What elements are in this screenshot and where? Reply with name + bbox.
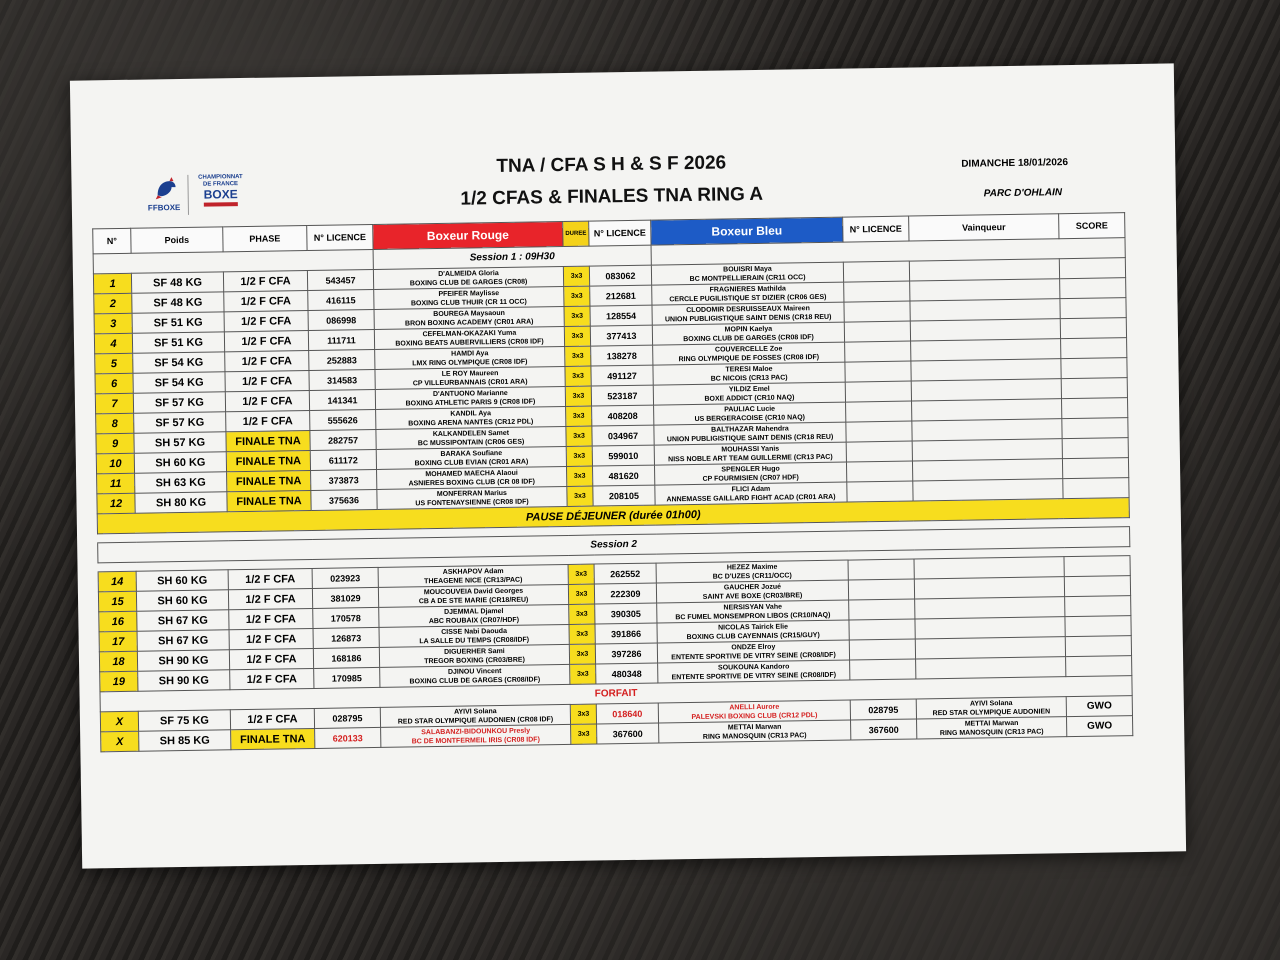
col-phase: PHASE — [223, 226, 307, 252]
weight-class: SH 57 KG — [134, 432, 226, 453]
event-venue: PARC D'OHLAIN — [983, 187, 1063, 200]
boxer-club: ABC ROUBAIX (CR07/HDF) — [428, 616, 520, 625]
page-subtitle: 1/2 CFAS & FINALES TNA RING A — [460, 183, 764, 210]
boxer-club: BOXE ADDICT (CR10 NAQ) — [704, 393, 795, 403]
score — [1060, 298, 1126, 319]
licence-bleu: 523187 — [591, 385, 653, 406]
boxer-name: BARAKA Soufiane — [440, 449, 503, 458]
boxer-club: CERCLE PUGILISTIQUE ST DIZIER (CR06 GES) — [669, 293, 827, 303]
bout-number: 2 — [94, 293, 132, 314]
boxer-club: TREGOR BOXING (CR03/BRE) — [424, 656, 525, 665]
boxer-club: US FONTENAYSIENNE (CR08 IDF) — [415, 498, 529, 507]
bout-duration: 3x3 — [565, 346, 591, 366]
licence-vainqueur — [846, 401, 912, 422]
boxer-club: ENTENTE SPORTIVE DE VITRY SEINE (CR08/IDF) — [671, 651, 836, 661]
boxer-name: PAULIAC Lucie — [724, 405, 776, 413]
licence-rouge: 126873 — [313, 627, 379, 648]
weight-class: SF 57 KG — [134, 412, 226, 433]
boxer-club: RED STAR OLYMPIQUE AUDONIEN — [932, 707, 1051, 717]
paper-sheet — [70, 63, 1186, 868]
vainqueur — [910, 319, 1060, 341]
vainqueur — [914, 557, 1064, 579]
vainqueur — [911, 379, 1061, 401]
score — [1062, 438, 1128, 459]
score — [1066, 656, 1132, 677]
session-2-label: Session 2 — [98, 527, 1130, 563]
bout-number: 17 — [99, 631, 137, 652]
event-date: DIMANCHE 18/01/2026 — [961, 157, 1069, 170]
bout-number: 5 — [95, 353, 133, 374]
bout-number: 8 — [96, 413, 134, 434]
bout-duration: 3x3 — [565, 366, 591, 386]
boxeur-rouge — [381, 724, 571, 747]
licence-rouge: 611172 — [310, 449, 376, 470]
licence-bleu: 018640 — [596, 703, 658, 724]
col-vainqueur: Vainqueur — [909, 214, 1059, 241]
licence-rouge: 252883 — [309, 349, 375, 370]
boxer-club: NISS NOBLE ART TEAM GUILLERME (CR13 PAC) — [668, 453, 833, 463]
licence-vainqueur — [846, 441, 912, 462]
bout-phase: FINALE TNA — [226, 450, 310, 471]
score — [1059, 258, 1125, 279]
licence-vainqueur — [845, 341, 911, 362]
boxer-name: SPENGLER Hugo — [721, 465, 780, 474]
bout-phase: 1/2 F CFA — [229, 608, 313, 629]
boxer-name: NERSISYAN Vahe — [723, 603, 783, 612]
vainqueur — [911, 359, 1061, 381]
bout-duration: 3x3 — [568, 584, 594, 604]
licence-bleu: 262552 — [594, 563, 656, 584]
ffboxe-logo — [147, 174, 258, 222]
boxer-name: DJINOU Vincent — [447, 667, 502, 676]
licence-rouge: 282757 — [310, 429, 376, 450]
bout-number: 12 — [97, 493, 135, 514]
bout-duration: 3x3 — [564, 326, 590, 346]
boxer-name: BALTHAZAR Mahendra — [711, 424, 789, 434]
bout-duration: 3x3 — [566, 466, 592, 486]
bout-number: X — [101, 731, 139, 752]
vainqueur — [915, 637, 1065, 659]
bout-duration: 3x3 — [569, 604, 595, 624]
licence-vainqueur — [845, 381, 911, 402]
score: GWO — [1066, 716, 1132, 737]
licence-rouge: 375636 — [311, 489, 377, 510]
boxer-name: LE ROY Maureen — [441, 369, 499, 378]
bout-phase: 1/2 F CFA — [225, 351, 309, 372]
boxer-name: CEFELMAN-OKAZAKI Yuma — [422, 329, 517, 338]
weight-class: SH 60 KG — [136, 570, 228, 591]
vainqueur — [912, 419, 1062, 441]
licence-rouge: 373873 — [311, 469, 377, 490]
boxer-club: ANNEMASSE GAILLARD FIGHT ACAD (CR01 ARA) — [666, 493, 836, 503]
bout-duration: 3x3 — [570, 704, 596, 724]
score — [1063, 478, 1129, 499]
weight-class: SF 57 KG — [133, 392, 225, 413]
licence-bleu: 128554 — [590, 305, 652, 326]
boxer-name: MOUHASSI Yanis — [721, 445, 780, 454]
licence-rouge: 170985 — [314, 667, 380, 688]
boxer-club: LMX RING OLYMPIQUE (CR08 IDF) — [412, 358, 528, 367]
boxer-club: BOXING CLUB DE GARGES (CR08 IDF) — [683, 333, 814, 343]
score — [1061, 378, 1127, 399]
boxer-club: BC DE MONTFERMEIL IRIS (CR08 IDF) — [411, 735, 540, 745]
score — [1064, 576, 1130, 597]
bout-phase: 1/2 F CFA — [230, 708, 314, 729]
licence-bleu: 408208 — [592, 405, 654, 426]
vainqueur — [909, 259, 1059, 281]
weight-class: SF 54 KG — [133, 372, 225, 393]
licence-bleu: 397286 — [595, 643, 657, 664]
boxer-club: RED STAR OLYMPIQUE AUDONIEN (CR08 IDF) — [397, 715, 554, 726]
vainqueur — [917, 717, 1067, 739]
bout-number: 18 — [99, 651, 137, 672]
bout-phase: FINALE TNA — [231, 728, 315, 749]
col-duree: DUREE — [563, 221, 589, 246]
licence-bleu: 377413 — [590, 325, 652, 346]
bout-duration: 3x3 — [571, 724, 597, 744]
licence-rouge: 170578 — [313, 607, 379, 628]
licence-bleu: 222309 — [594, 583, 656, 604]
bout-phase: 1/2 F CFA — [230, 668, 314, 689]
col-licence-rouge: N° LICENCE — [307, 224, 373, 250]
bout-number: 1 — [93, 273, 131, 294]
score: GWO — [1066, 696, 1132, 717]
weight-class: SH 60 KG — [136, 590, 228, 611]
boxer-name: ONDZE Elroy — [731, 643, 776, 651]
boxer-club: UNION PUBLIGISTIQUE SAINT DENIS (CR18 REU) — [664, 313, 832, 323]
bout-number: 14 — [98, 571, 136, 592]
bout-duration: 3x3 — [570, 664, 596, 684]
bout-phase: 1/2 F CFA — [224, 331, 308, 352]
boxer-name: SOUKOUNA Kandoro — [717, 662, 790, 672]
vainqueur — [914, 577, 1064, 599]
bout-number: 7 — [95, 393, 133, 414]
bout-number: 16 — [99, 611, 137, 632]
score — [1062, 418, 1128, 439]
licence-bleu: 138278 — [591, 345, 653, 366]
boxer-club: LA SALLE DU TEMPS (CR08/IDF) — [419, 636, 530, 645]
bout-phase: FINALE TNA — [227, 490, 311, 511]
boxer-name: ASKHAPOV Adam — [442, 567, 504, 576]
boxer-name: YILDIZ Emel — [728, 385, 770, 393]
score — [1065, 636, 1131, 657]
weight-class: SH 67 KG — [137, 610, 229, 631]
weight-class: SH 63 KG — [135, 472, 227, 493]
score — [1065, 616, 1131, 637]
weight-class: SH 60 KG — [134, 452, 226, 473]
vainqueur — [916, 657, 1066, 679]
score — [1064, 556, 1130, 577]
rooster-icon — [153, 175, 179, 201]
vainqueur — [911, 339, 1061, 361]
bout-phase: 1/2 F CFA — [224, 311, 308, 332]
boxer-name: AYIVI Solana — [454, 707, 497, 716]
boxer-club: BOXING CLUB DE GARGES (CR08/IDF) — [409, 675, 541, 685]
licence-rouge: 168186 — [313, 647, 379, 668]
boxer-club: BOXING CLUB EVIAN (CR01 ARA) — [414, 458, 529, 467]
boxer-club: BOXING ATHLETIC PARIS 9 (CR08 IDF) — [405, 397, 536, 407]
licence-rouge: 543457 — [307, 269, 373, 290]
bout-duration: 3x3 — [566, 446, 592, 466]
boxer-name: KALKANDELEN Samet — [432, 429, 510, 438]
boxer-name: METTAI Marwan — [727, 723, 782, 731]
boxer-name: SALABANZI-BIDOUNKOU Presly — [421, 727, 531, 736]
bout-phase: FINALE TNA — [226, 430, 310, 451]
bout-number: 6 — [95, 373, 133, 394]
boxer-club: CB A DE STE MARIE (CR18/REU) — [418, 596, 529, 605]
logo-separator — [187, 175, 189, 215]
col-boxeur-rouge: Boxeur Rouge — [373, 221, 563, 249]
bout-phase: 1/2 F CFA — [226, 410, 310, 431]
boxer-club: BOXING CLUB DE GARGES (CR08) — [409, 278, 528, 287]
boxer-name: DJEMMAL Djamel — [444, 607, 504, 616]
licence-rouge: 555626 — [310, 409, 376, 430]
boxer-club: BC FUMEL MONSEMPRON LIBOS (CR10/NAQ) — [675, 611, 831, 621]
boxer-name: MONFERRAN Marius — [436, 489, 507, 498]
boxeur-bleu — [659, 720, 851, 743]
weight-class: SF 75 KG — [138, 710, 230, 731]
boxer-club: BC MONTPELLIERAIN (CR11 OCC) — [689, 273, 806, 283]
bout-number: 4 — [94, 333, 132, 354]
weight-class: SF 51 KG — [132, 312, 224, 333]
boxer-club: RING MANOSQUIN (CR13 PAC) — [939, 728, 1044, 737]
licence-vainqueur — [843, 261, 909, 282]
boxer-name: D'ANTUONO Marianne — [432, 389, 508, 398]
boxer-name: CLODOMIR DESRUISSEAUX Maireen — [686, 304, 810, 314]
boxer-name: BOUREGA Maysaoun — [433, 309, 505, 318]
bout-phase: 1/2 F CFA — [224, 291, 308, 312]
bout-phase: 1/2 F CFA — [223, 271, 307, 292]
boxer-name: METTAI Marwan — [964, 719, 1019, 728]
score — [1060, 278, 1126, 299]
col-poids: Poids — [131, 227, 223, 253]
bout-schedule-table — [92, 212, 1133, 752]
boxer-name: MOHAMED MAECHA Alaoui — [425, 469, 518, 478]
bout-number: 11 — [97, 473, 135, 494]
boxer-club: ENTENTE SPORTIVE DE VITRY SEINE (CR08/IDF) — [671, 671, 837, 681]
ffboxe-text: FFBOXE — [147, 203, 181, 213]
vainqueur — [910, 279, 1060, 301]
licence-bleu: 599010 — [592, 445, 654, 466]
boxer-club: BOXING CLUB CAYENNAIS (CR15/GUY) — [686, 631, 820, 641]
col-boxeur-bleu: Boxeur Bleu — [651, 217, 843, 245]
bout-duration: 3x3 — [564, 286, 590, 306]
bout-phase: FINALE TNA — [227, 470, 311, 491]
score — [1060, 318, 1126, 339]
bout-number: 9 — [96, 433, 134, 454]
boxer-name: ANELLI Aurore — [729, 703, 780, 711]
boxer-club: ASNIERES BOXING CLUB (CR 08 IDF) — [408, 477, 535, 487]
score — [1065, 596, 1131, 617]
licence-bleu: 034967 — [592, 425, 654, 446]
boxer-name: FRAGNIERES Mathilda — [709, 284, 786, 294]
weight-class: SH 80 KG — [135, 492, 227, 513]
weight-class: SH 90 KG — [138, 670, 230, 691]
vainqueur — [910, 299, 1060, 321]
boxer-club: PALEVSKI BOXING CLUB (CR12 PDL) — [691, 711, 818, 721]
bout-number: 19 — [100, 671, 138, 692]
licence-rouge: 111711 — [308, 329, 374, 350]
boxer-name: MOUCOUVEIA David Georges — [423, 587, 524, 596]
weight-class: SH 67 KG — [137, 630, 229, 651]
licence-vainqueur — [844, 321, 910, 342]
vainqueur — [916, 697, 1066, 719]
licence-vainqueur — [848, 579, 914, 600]
boxer-name: PFEIFER Maylisse — [438, 289, 500, 298]
licence-bleu: 390305 — [595, 603, 657, 624]
licence-vainqueur — [846, 461, 912, 482]
bout-duration: 3x3 — [566, 406, 592, 426]
licence-bleu: 481620 — [592, 465, 654, 486]
bout-number: 15 — [98, 591, 136, 612]
licence-vainqueur — [849, 599, 915, 620]
licence-rouge: 028795 — [314, 707, 380, 728]
licence-vainqueur — [847, 481, 913, 502]
licence-rouge: 086998 — [308, 309, 374, 330]
weight-class: SH 90 KG — [137, 650, 229, 671]
licence-vainqueur — [848, 559, 914, 580]
licence-vainqueur — [846, 421, 912, 442]
weight-class: SH 85 KG — [139, 730, 231, 751]
championnat-logo: CHAMPIONNAT DE FRANCE BOXE — [193, 174, 247, 207]
boxer-club: BC MUSSIPONTAIN (CR06 GES) — [417, 438, 525, 447]
bout-phase: 1/2 F CFA — [228, 588, 312, 609]
bout-number: 3 — [94, 313, 132, 334]
licence-bleu: 212681 — [590, 285, 652, 306]
boxer-club: BOXING ARENA NANTES (CR12 PDL) — [408, 417, 534, 427]
boxer-name: KANDIL Aya — [450, 409, 492, 418]
weight-class: SF 48 KG — [131, 272, 223, 293]
vainqueur — [912, 399, 1062, 421]
licence-vainqueur — [850, 659, 916, 680]
bout-duration: 3x3 — [565, 386, 591, 406]
lunch-break: PAUSE DÉJEUNER (durée 01h00) — [97, 498, 1129, 534]
boxer-club: UNION PUBLIGISTIQUE SAINT DENIS (CR18 REU) — [666, 433, 834, 443]
boxer-club: SAINT AVE BOXE (CR03/BRE) — [702, 591, 803, 601]
boxer-name: CISSE Nabi Daouda — [441, 627, 507, 636]
bout-number: X — [100, 711, 138, 732]
bout-number: 10 — [96, 453, 134, 474]
vainqueur — [913, 479, 1063, 501]
licence-vainqueur — [844, 281, 910, 302]
boxer-name: FLICI Adam — [731, 485, 771, 493]
boxer-name: AYIVI Solana — [969, 699, 1013, 708]
vainqueur — [915, 597, 1065, 619]
licence-rouge: 314583 — [309, 369, 375, 390]
col-licence-bleu: N° LICENCE — [589, 220, 651, 246]
weight-class: SF 54 KG — [133, 352, 225, 373]
boxer-name: D'ALMEIDA Gloria — [438, 269, 499, 278]
boxer-name: NICOLAS Tairick Elie — [718, 623, 789, 632]
boxer-name: GAUCHER Jozué — [723, 583, 782, 592]
boxer-club: BC NICOIS (CR13 PAC) — [710, 373, 788, 383]
bout-duration: 3x3 — [563, 266, 589, 286]
licence-vainqueur — [845, 361, 911, 382]
bout-phase: 1/2 F CFA — [225, 370, 309, 391]
boxer-club: CP VILLEURBANNAIS (CR01 ARA) — [412, 378, 528, 387]
table-body — [93, 238, 1133, 752]
vainqueur — [912, 439, 1062, 461]
boxer-name: MOPIN Kaelya — [724, 325, 773, 333]
bout-phase: 1/2 F CFA — [228, 568, 312, 589]
score — [1061, 338, 1127, 359]
boxer-club: US BERGERACOISE (CR10 NAQ) — [694, 413, 806, 423]
boxer-club: BOXING BEATS AUBERVILLIERS (CR08 IDF) — [395, 337, 544, 348]
bout-duration: 3x3 — [566, 426, 592, 446]
vainqueur — [915, 617, 1065, 639]
session-1-label: Session 1 : 09H30 — [373, 245, 651, 269]
boxer-club: THEAGENE NICE (CR13/PAC) — [424, 576, 523, 585]
licence-rouge: 141341 — [309, 389, 375, 410]
bout-phase: 1/2 F CFA — [229, 648, 313, 669]
boxer-name: HEZEZ Maxime — [726, 563, 778, 571]
col-score: SCORE — [1059, 213, 1125, 239]
forfait-label: FORFAIT — [100, 676, 1132, 712]
boxer-club: RING MANOSQUIN (CR13 PAC) — [702, 731, 807, 741]
boxer-name: TERESI Maloe — [725, 365, 773, 373]
boxer-name: BOUISRI Maya — [723, 265, 772, 273]
licence-rouge: 381029 — [312, 587, 378, 608]
licence-bleu: 208105 — [593, 485, 655, 506]
col-num: N° — [93, 228, 131, 254]
bout-phase: 1/2 F CFA — [225, 390, 309, 411]
weight-class: SF 48 KG — [132, 292, 224, 313]
licence-vainqueur: 367600 — [851, 719, 917, 740]
licence-bleu: 480348 — [596, 663, 658, 684]
boxer-club: BC D'UZES (CR11/OCC) — [712, 571, 792, 581]
licence-vainqueur — [849, 639, 915, 660]
licence-rouge: 023923 — [312, 567, 378, 588]
boxer-name: COUVERCELLE Zoe — [714, 345, 783, 354]
score — [1061, 398, 1127, 419]
bout-phase: 1/2 F CFA — [229, 628, 313, 649]
licence-rouge: 620133 — [315, 727, 381, 748]
licence-bleu: 491127 — [591, 365, 653, 386]
col-licence-vainqueur: N° LICENCE — [843, 216, 909, 242]
bout-duration: 3x3 — [569, 644, 595, 664]
vainqueur — [912, 459, 1062, 481]
boxer-club: RING OLYMPIQUE DE FOSSES (CR08 IDF) — [678, 353, 820, 363]
licence-bleu: 391866 — [595, 623, 657, 644]
bout-duration: 3x3 — [568, 564, 594, 584]
boxer-name: DIGUERHER Sami — [443, 647, 505, 656]
boxer-club: CP FOURMISIEN (CR07 HDF) — [702, 473, 799, 483]
bout-duration: 3x3 — [564, 306, 590, 326]
bout-duration: 3x3 — [569, 624, 595, 644]
licence-vainqueur: 028795 — [850, 699, 916, 720]
boxer-club: BRON BOXING ACADEMY (CR01 ARA) — [404, 317, 534, 327]
licence-bleu: 367600 — [597, 723, 659, 744]
bout-duration: 3x3 — [567, 486, 593, 506]
boxer-name: HAMDI Aya — [451, 349, 489, 358]
score — [1061, 358, 1127, 379]
boxer-club: BOXING CLUB THUIR (CR 11 OCC) — [410, 298, 527, 307]
weight-class: SF 51 KG — [132, 332, 224, 353]
licence-vainqueur — [844, 301, 910, 322]
page-title: TNA / CFA S H & S F 2026 — [496, 152, 727, 178]
score — [1062, 458, 1128, 479]
licence-bleu: 083062 — [589, 265, 651, 286]
licence-rouge: 416115 — [308, 289, 374, 310]
licence-vainqueur — [849, 619, 915, 640]
